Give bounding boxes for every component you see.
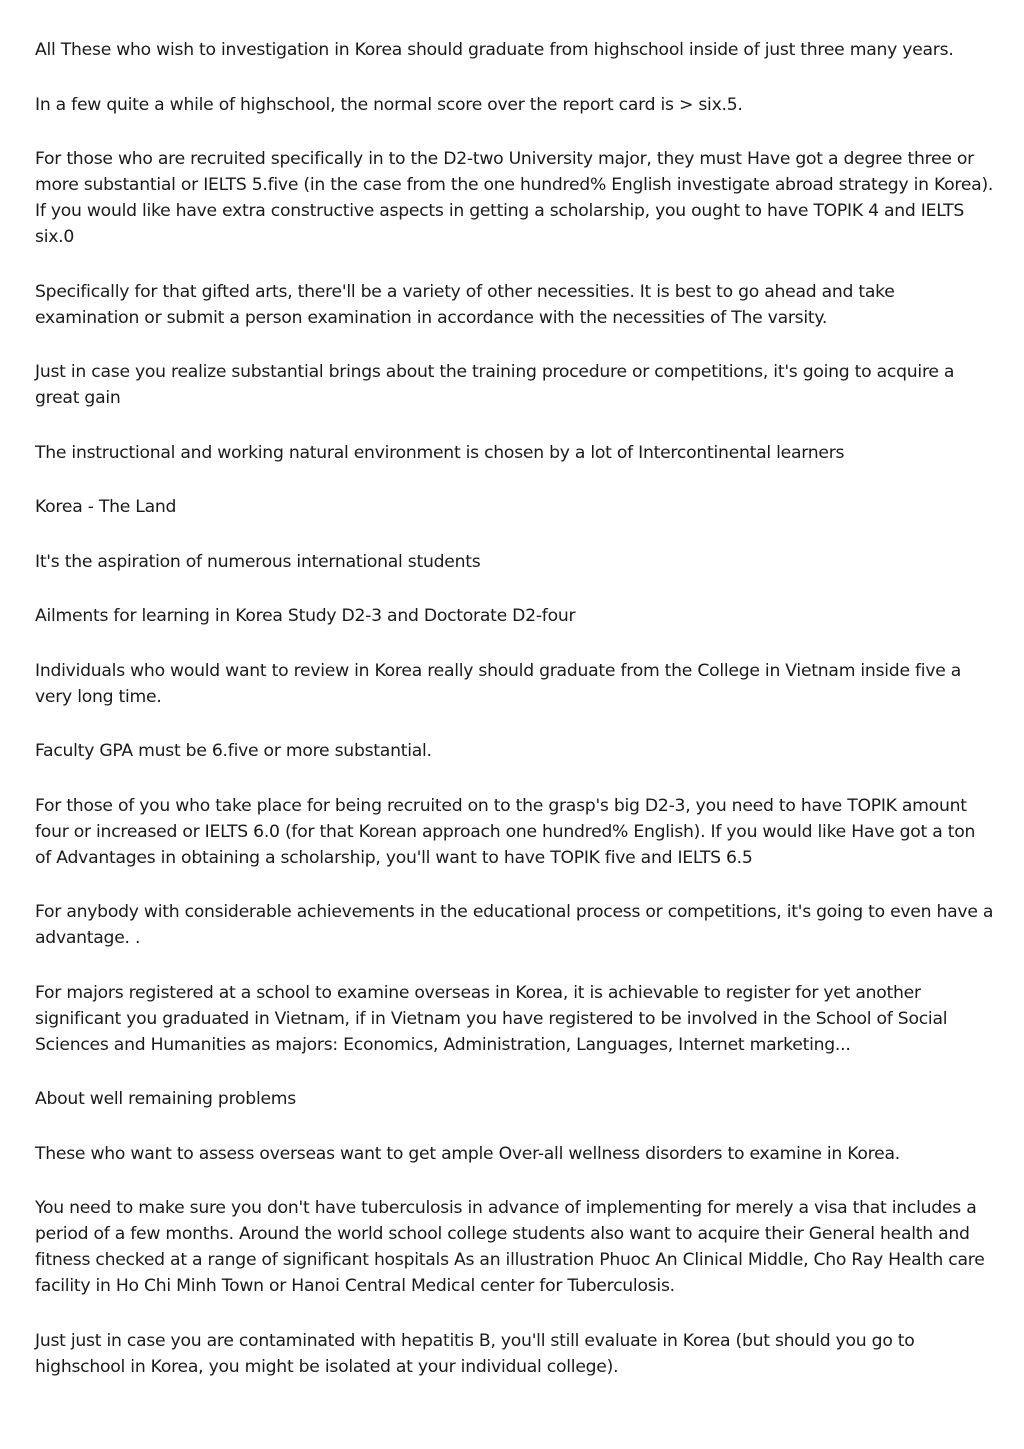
paragraph: For anybody with considerable achievements in the educational process or competitions, it's going to even have a advantage. . — [35, 902, 994, 948]
paragraph: Just in case you realize substantial brings about the training procedure or competitions, it's going to acquire a great gain — [35, 362, 955, 408]
paragraph: Faculty GPA must be 6.five or more substantial. — [35, 741, 432, 761]
paragraph: For those who are recruited specifically in to the D2-two University major, they must Have got a degree three or more substantial or IELTS 5.five (in the case from the one hundred% English investigate abroad strategy in Korea). If you would like have extra constructive aspects in getting a scholarship, you ought to have TOPIK 4 and IELTS six.0 — [35, 149, 994, 247]
paragraph: All These who wish to investigation in Korea should graduate from highschool inside of just three many years. — [35, 40, 954, 60]
paragraph: In a few quite a while of highschool, the normal score over the report card is > six.5. — [35, 94, 743, 115]
paragraph: For majors registered at a school to examine overseas in Korea, it is achievable to register for yet another significant you graduated in Vietnam, if in Vietnam you have registered to be involved in the School of Social Sciences and Humanities as majors: Economics, Administration, Languages, Internet marketing... — [35, 982, 948, 1055]
paragraph: The instructional and working natural environment is chosen by a lot of Intercontinental learners — [35, 442, 845, 463]
paragraph: Korea - The Land — [35, 497, 177, 517]
paragraph: You need to make sure you don't have tuberculosis in advance of implementing for merely a visa that includes a period of a few months. Around the world school college students also want to acquire their General health and fitness checked at a range of significant hospitals As an illustration Phuoc An Clinical Middle, Cho Ray Health care facility in Ho Chi Minh Town or Hanoi Central Medical center for Tuberculosis. — [35, 1198, 985, 1296]
paragraph: Just just in case you are contaminated with hepatitis B, you'll still evaluate in Korea (but should you go to highschool in Korea, you might be isolated at your individual college). — [35, 1330, 915, 1377]
paragraph: For those of you who take place for being recruited on to the grasp's big D2-3, you need to have TOPIK amount four or increased or IELTS 6.0 (for that Korean approach one hundred% English). If you would like Have got a ton of Advantages in obtaining a scholarship, you'll want to have TOPIK five and IELTS 6.5 — [35, 795, 976, 868]
paragraph: Individuals who would want to review in Korea really should graduate from the College in Vietnam inside five a very long time. — [35, 660, 962, 707]
document-body — [35, 37, 995, 1408]
paragraph: Specifically for that gifted arts, there'll be a variety of other necessities. It is best to go ahead and take examination or submit a person examination in accordance with the necessities of The varsity. — [35, 281, 895, 328]
paragraph: These who want to assess overseas want to get ample Over-all wellness disorders to examine in Korea. — [35, 1143, 900, 1164]
paragraph: About well remaining problems — [35, 1089, 296, 1109]
paragraph: It's the aspiration of numerous international students — [35, 551, 481, 572]
paragraph: Ailments for learning in Korea Study D2-3 and Doctorate D2-four — [35, 606, 576, 626]
